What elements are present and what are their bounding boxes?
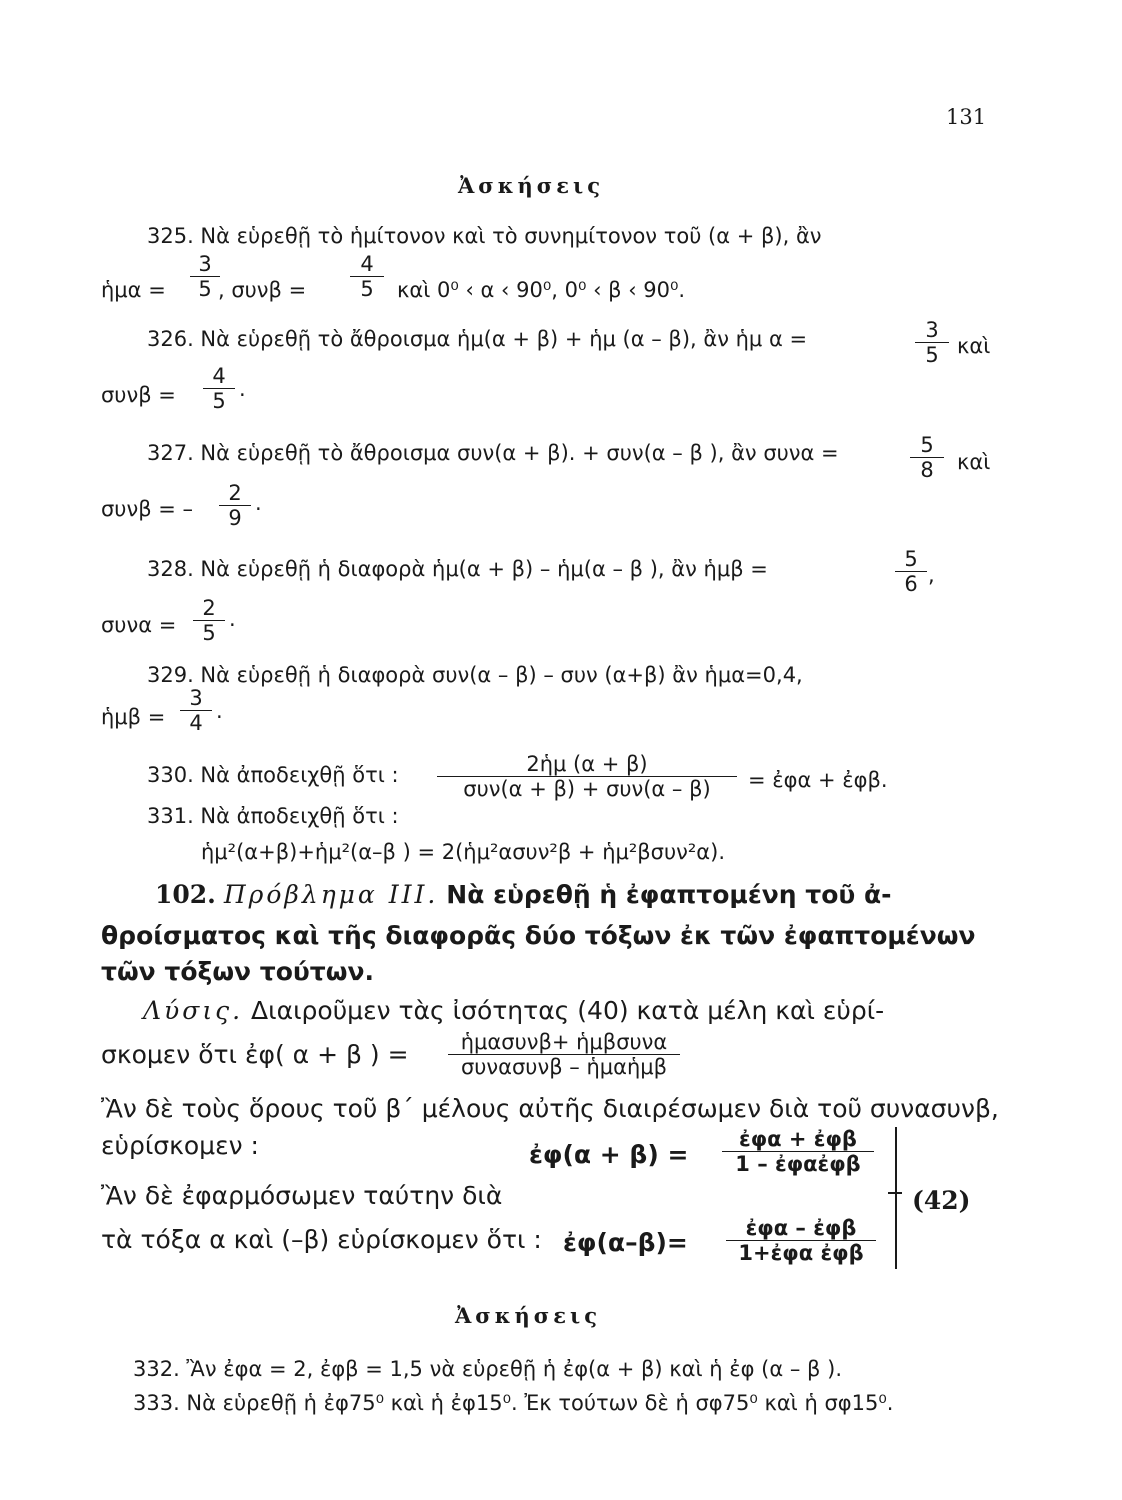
fraction-denominator: 5 [360, 277, 374, 301]
problem-statement-line1: Νὰ εὑρεθῇ ἡ ἐφαπτομένη τοῦ ἀ- [446, 880, 892, 909]
fraction-numerator: 3 [189, 686, 203, 710]
exercise-326-dot: · [239, 383, 246, 407]
solution-line6: τὰ τόξα α καὶ (–β) εὑρίσκομεν ὅτι : [101, 1225, 542, 1254]
problem-number: 102. [155, 880, 216, 909]
fraction-325-a [190, 252, 220, 301]
exercise-328-syna: συνα = [101, 613, 177, 637]
exercise-330-pre: 330. Νὰ ἀποδειχθῇ ὅτι : [147, 763, 399, 787]
solution-line3: Ἂν δὲ τοὺς ὅρους τοῦ β΄ μέλους αὐτῆς διαιρέσωμεν διὰ τοῦ συνασυνβ, [101, 1094, 999, 1123]
solution-line2: σκομεν ὅτι ἐφ( α + β ) = [101, 1040, 409, 1069]
exercise-326-kai: καὶ [957, 334, 991, 358]
fraction-formula-sum [722, 1127, 874, 1176]
fraction-326-a [915, 318, 949, 367]
exercise-328-comma: , [928, 563, 935, 587]
fraction-numerator: 5 [920, 433, 934, 457]
solution-text-line1: Διαιροῦμεν τὰς ἰσότητας (40) κατὰ μέλη καὶ εὑρί- [251, 996, 885, 1025]
fraction-326-b [203, 364, 235, 413]
exercise-325-tail: καὶ 0⁰ ‹ α ‹ 90⁰, 0⁰ ‹ β ‹ 90⁰. [397, 278, 686, 302]
fraction-formula-diff [726, 1216, 876, 1265]
fraction-solution [448, 1030, 680, 1079]
formula-sum-lhs: ἐφ(α + β) = [529, 1140, 689, 1169]
exercise-325-line1: 325. Νὰ εὑρεθῇ τὸ ἡμίτονον καὶ τὸ συνημίτονον τοῦ (α + β), ἂν [147, 224, 822, 248]
fraction-328-b [193, 596, 225, 645]
exercise-327-line1: 327. Νὰ εὑρεθῇ τὸ ἄθροισμα συν(α + β). + συν(α – β ), ἂν συνα = [147, 441, 839, 465]
exercise-330-after: = ἐφα + ἐφβ. [748, 768, 888, 792]
exercise-326-synb: συνβ = [101, 383, 176, 407]
fraction-denominator: 1+ἐφα ἐφβ [738, 1241, 864, 1265]
exercise-331-line1: 331. Νὰ ἀποδειχθῇ ὅτι : [147, 804, 399, 828]
exercise-329-dot: · [216, 705, 223, 729]
exercise-332: 332. Ἂν ἐφα = 2, ἐφβ = 1,5 νὰ εὑρεθῇ ἡ ἐφ(α + β) καὶ ἡ ἐφ (α – β ). [133, 1357, 842, 1381]
problem-title-line [155, 880, 892, 910]
exercise-329-line1: 329. Νὰ εὑρεθῇ ἡ διαφορὰ συν(α – β) – συν (α+β) ἂν ἡμα=0,4, [147, 663, 803, 687]
fraction-327-b [219, 481, 251, 530]
exercise-331-line2: ἡμ²(α+β)+ἡμ²(α–β ) = 2(ἡμ²ασυν²β + ἡμ²βσυν²α). [201, 840, 726, 864]
fraction-numerator: 2ἡμ (α + β) [526, 752, 648, 776]
fraction-numerator: 3 [925, 318, 939, 342]
exercise-328-dot: · [229, 613, 236, 637]
problem-label: Πρόβλημα III. [223, 880, 439, 909]
exercise-329-hmb: ἡμβ = [101, 705, 166, 729]
fraction-denominator: 5 [202, 621, 216, 645]
fraction-denominator: 5 [198, 277, 212, 301]
solution-line1 [143, 996, 884, 1026]
fraction-numerator: 2 [202, 596, 216, 620]
fraction-denominator: 5 [212, 389, 226, 413]
fraction-numerator: ἐφα + ἐφβ [739, 1127, 857, 1151]
fraction-325-b [350, 252, 384, 301]
fraction-numerator: 4 [360, 252, 374, 276]
equation-number: (42) [912, 1186, 971, 1215]
exercise-328-line1: 328. Νὰ εὑρεθῇ ἡ διαφορὰ ἡμ(α + β) – ἡμ(α – β ), ἂν ἡμβ = [147, 557, 768, 581]
fraction-numerator: 5 [904, 547, 918, 571]
fraction-numerator: 2 [228, 481, 242, 505]
solution-line5: Ἂν δὲ ἐφαρμόσωμεν ταύτην διὰ [101, 1181, 503, 1210]
formula-brace-tip [888, 1192, 902, 1194]
solution-label: Λύσις. [143, 996, 244, 1025]
fraction-numerator: 4 [212, 364, 226, 388]
problem-statement-line3: τῶν τόξων τούτων. [101, 957, 374, 986]
fraction-denominator: 5 [925, 343, 939, 367]
page-number: 131 [946, 105, 987, 129]
exercise-327-kai: καὶ [957, 450, 991, 474]
problem-statement-line2: θροίσματος καὶ τῆς διαφορᾶς δύο τόξων ἐκ τῶν ἐφαπτομένων [101, 921, 976, 950]
fraction-329 [180, 686, 212, 735]
fraction-denominator: συν(α + β) + συν(α – β) [463, 777, 711, 801]
exercise-325-synb: , συνβ = [218, 278, 307, 302]
fraction-denominator: 9 [228, 506, 242, 530]
fraction-numerator: ἐφα – ἐφβ [745, 1216, 857, 1240]
fraction-327-a [910, 433, 944, 482]
exercise-327-synb: συνβ = – [101, 497, 194, 521]
fraction-328-a [895, 547, 927, 596]
exercises-heading: Ἀσκήσεις [458, 173, 604, 198]
fraction-denominator: 1 – ἐφαἐφβ [735, 1152, 861, 1176]
fraction-numerator: ἡμασυνβ+ ἡμβσυνα [460, 1030, 668, 1054]
exercise-327-dot: · [255, 497, 262, 521]
exercise-333: 333. Νὰ εὑρεθῇ ἡ ἐφ75⁰ καὶ ἡ ἐφ15⁰. Ἐκ τούτων δὲ ἡ σφ75⁰ καὶ ἡ σφ15⁰. [133, 1391, 894, 1415]
formula-brace [877, 1127, 897, 1269]
formula-diff-lhs: ἐφ(α–β)= [563, 1228, 688, 1257]
fraction-denominator: 4 [189, 711, 203, 735]
fraction-denominator: 6 [904, 572, 918, 596]
fraction-numerator: 3 [198, 252, 212, 276]
solution-line4: εὑρίσκομεν : [101, 1131, 259, 1160]
exercise-326-line1: 326. Νὰ εὑρεθῇ τὸ ἄθροισμα ἡμ(α + β) + ἡμ (α – β), ἂν ἡμ α = [147, 327, 808, 351]
fraction-denominator: 8 [920, 458, 934, 482]
exercise-325-hma: ἡμα = [101, 278, 166, 302]
exercises-heading-2: Ἀσκήσεις [455, 1303, 601, 1328]
fraction-denominator: συνασυνβ – ἡμαἡμβ [460, 1055, 668, 1079]
fraction-330 [437, 752, 737, 801]
